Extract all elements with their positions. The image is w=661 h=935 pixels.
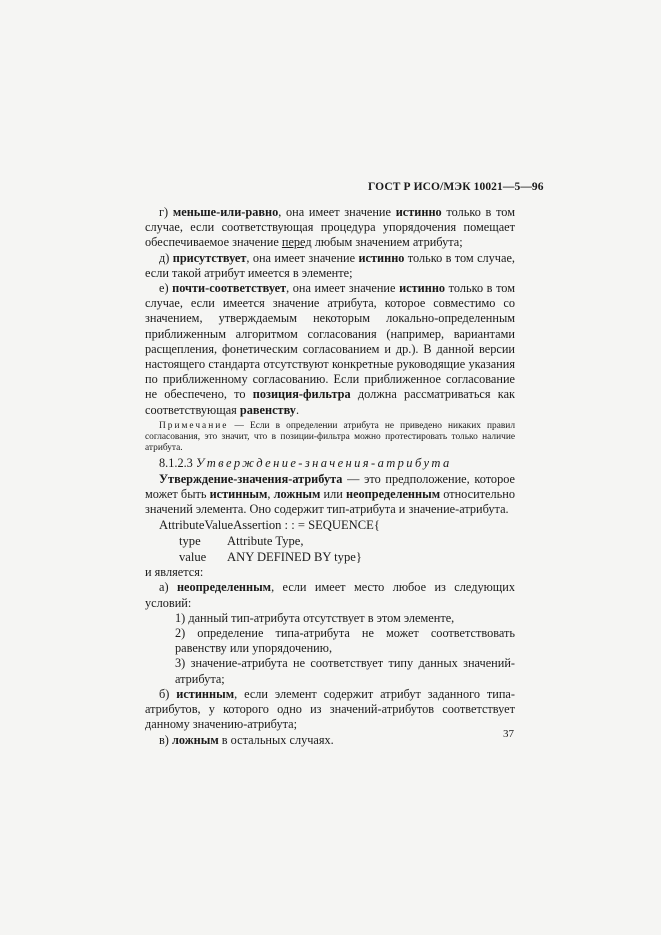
page-number: 37: [503, 728, 514, 740]
paragraph-present: [145, 251, 515, 281]
term: истинно: [358, 250, 405, 265]
item-true: [145, 687, 515, 733]
item-false: [145, 733, 515, 748]
sub-item-3: 3) значение-атрибута не соответствует типу данных значений-атрибута;: [175, 656, 515, 686]
is-line: и является:: [145, 565, 204, 580]
term: ложным: [273, 486, 321, 501]
note: [145, 421, 515, 455]
text-run: любым значением атрибута;: [311, 235, 463, 250]
asn1-definition: [145, 517, 515, 565]
sub-item-1: 1) данный тип-атрибута отсутствует в этом элементе,: [175, 610, 455, 625]
text-run: относительно значений элемента. Оно содержит тип-атрибута и значение-атрибута.: [145, 486, 515, 517]
code-key: value: [179, 550, 207, 565]
term: Утверждение-значения-атрибута: [159, 471, 343, 486]
item-marker: г): [159, 205, 173, 219]
text-run: , она имеет значение: [278, 205, 396, 219]
body-text: [145, 205, 515, 748]
item-marker: б): [159, 686, 177, 701]
code-value: Attribute Type,: [227, 534, 304, 549]
item-marker: в): [159, 732, 172, 747]
standard-header: ГОСТ Р ИСО/МЭК 10021—5—96: [368, 181, 544, 193]
text-run: ,: [267, 486, 274, 501]
text-run: , она имеет значение: [246, 250, 359, 265]
paragraph-less-or-equal: [145, 205, 515, 251]
sub-item-2: 2) определение типа-атрибута не может соответствовать равенству или упорядочению,: [175, 626, 515, 656]
code-value: ANY DEFINED BY type}: [227, 550, 362, 565]
term: неопределенным: [176, 580, 272, 595]
paragraph-approx-match: [145, 281, 515, 418]
term: истинно: [399, 281, 446, 296]
term: почти-соответствует: [172, 281, 287, 296]
term: истинно: [395, 205, 442, 219]
code-line: [145, 533, 515, 549]
paragraph-definition: [145, 472, 515, 518]
section-heading: [145, 456, 515, 471]
term: позиция-фильтра: [252, 387, 351, 402]
term: неопределенным: [345, 486, 441, 501]
term: ложным: [171, 732, 219, 747]
term: истинным: [209, 486, 268, 501]
item-undefined: [145, 580, 515, 610]
section-title: Утверждение-значения-атрибута: [195, 456, 452, 471]
code-line: [145, 549, 515, 565]
item-marker: д): [159, 250, 173, 265]
text-run: или: [320, 486, 346, 501]
text-run: , если имеет место любое из следующих условий:: [145, 580, 515, 610]
text-run: только в том случае, если соответствующая процедура упорядочения помещает обеспечиваемое значение: [145, 205, 515, 250]
text-run: , она имеет значение: [286, 281, 400, 296]
text-run: должна рассматриваться как соответствующая: [145, 387, 515, 417]
text-run: , если элемент содержит атрибут заданного типа-атрибутов, у которого одно из значений-атрибутов соответствует данному значению-атрибута;: [145, 686, 515, 732]
text-run: только в том случае, если имеется значение атрибута, которое совместимо со значением, утверждаемым некоторым локально-определенным приближенным алгоритмом согласования (например, вариантами расщепления, фонетическим согласованием и др.). В данной версии настоящего стандарта отсутствуют конкретные руководящие указания по приближенному согласованию. Если приближенное согласование не обеспечено, то: [145, 281, 515, 402]
item-marker: е): [159, 281, 173, 296]
term: присутствует: [172, 250, 247, 265]
note-label: Примечание: [159, 420, 229, 431]
code-line: AttributeValueAssertion : : = SEQUENCE{: [159, 518, 380, 533]
text-run: .: [295, 402, 300, 417]
text-run: — это предположение, которое может быть: [145, 471, 515, 501]
term: меньше-или-равно: [172, 205, 279, 219]
item-marker: а): [159, 580, 177, 595]
term: равенству: [239, 402, 296, 417]
section-number: 8.1.2.3: [159, 456, 193, 471]
text-run: только в том случае, если такой атрибут имеется в элементе;: [145, 250, 515, 280]
underlined-word: перед: [281, 235, 312, 250]
term: истинным: [176, 686, 235, 701]
code-key: type: [179, 534, 201, 549]
text-run: в остальных случаях.: [218, 732, 334, 747]
note-text: — Если в определении атрибута не приведено никаких правил согласования, это значит, что в позиции-фильтра можно протестировать только наличие атрибута.: [145, 420, 515, 454]
